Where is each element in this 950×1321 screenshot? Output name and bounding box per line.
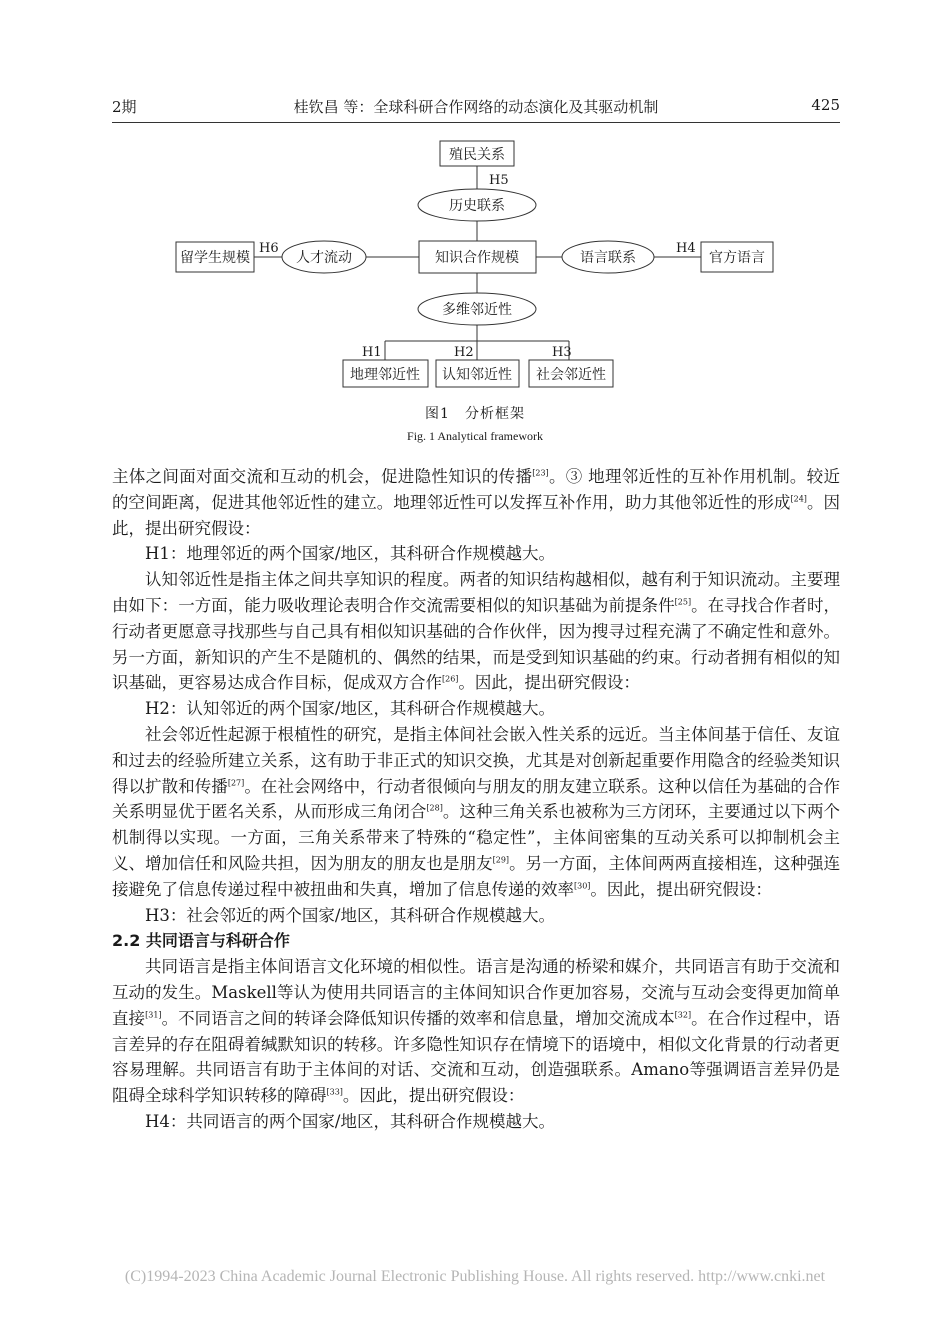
node-soc-proximity-label: 社会邻近性 [536,367,606,383]
section-heading: 2.2 共同语言与科研合作 [112,931,290,951]
node-study-abroad-label: 留学生规模 [180,250,250,266]
figure-caption-cn: 图1 分析框架 [425,406,525,422]
hypothesis-h4: H4：共同语言的两个国家/地区，其科研合作规模越大。 [145,1111,555,1131]
node-geo-proximity [343,360,428,387]
node-language-link-label: 语言联系 [580,250,636,266]
node-talent-flow-label: 人才流动 [296,250,352,266]
node-language-link [562,241,654,273]
hypothesis-h3: H3：社会邻近的两个国家/地区，其科研合作规模越大。 [145,905,555,925]
page-number: 425 [811,96,840,114]
paragraph-cognitive: 认知邻近性是指主体之间共享知识的程度。两者的知识结构越相似，越有利于知识流动。主要理由如下：一方面，能力吸收理论表明合作交流需要相似的知识基础为前提条件[25]。在寻找合作者时，行动者更愿意寻找那些与自己具有相似知识基础的合作伙伴，因为搜寻过程充满了不确定性和意外。另一方面，新知识的产生不是随机的、偶然的结果，而是受到知识基础的约束。行动者拥有相似的知识基础，更容易达成合作目标，促成双方合作[26]。因此，提出研究假设： [112,570,841,693]
label-h1: H1 [362,345,382,360]
node-multi-proximity-label: 多维邻近性 [442,302,512,318]
node-talent-flow [282,241,366,273]
citation-27: [27] [227,778,245,788]
citation-31: [31] [145,1010,162,1020]
citation-24: [24] [790,494,807,504]
node-history-label: 历史联系 [449,198,505,214]
figure-caption-en: Fig. 1 Analytical framework [407,429,543,443]
node-knowledge-scale [419,241,536,273]
citation-29: [29] [492,855,510,865]
body-text [112,464,840,1135]
hypothesis-h1: H1：地理邻近的两个国家/地区，其科研合作规模越大。 [145,544,555,564]
citation-30: [30] [574,881,591,891]
node-history [418,189,536,221]
label-h4: H4 [676,241,696,256]
framework-diagram [0,0,950,400]
paragraph-social: 社会邻近性起源于根植性的研究，是指主体间社会嵌入性关系的远近。当主体间基于信任、友谊和过去的经验所建立关系，这有助于非正式的知识交换，尤其是对创新起重要作用隐含的经验类知识得以扩散和传播[27]。在社会网络中，行动者很倾向与朋友的朋友建立联系。这种以信任为基础的合作关系明显优于匿名关系，从而形成三角闭合[28]。这种三角关系也被称为三方闭环，主要通过以下两个机制得以实现。一方面，三角关系带来了特殊的“稳定性”，主体间密集的互动关系可以抑制机会主义、增加信任和风险共担，因为朋友的朋友也是朋友[29]。另一方面，主体间两两直接相连，这种强连接避免了信息传递过程中被扭曲和失真，增加了信息传递的效率[30]。因此，提出研究假设： [112,724,841,899]
issue-label: 2期 [112,98,137,116]
node-multi-proximity [418,293,536,325]
paragraph-geo-mechanism: 主体之间面对面交流和互动的机会，促进隐性知识的传播[23]。③ 地理邻近性的互补作用机制。较近的空间距离，促进其他邻近性的建立。地理邻近性可以发挥互补作用，助力其他邻近性的形成[24]。因此，提出研究假设： [112,467,841,538]
label-h6: H6 [259,241,279,256]
node-official-language [701,242,773,272]
copyright-footer: (C)1994-2023 China Academic Journal Electronic Publishing House. All rights reserved. http://www.cnki.net [124,1268,826,1285]
node-cog-proximity-label: 认知邻近性 [442,367,512,383]
citation-28: [28] [426,803,443,813]
node-geo-proximity-label: 地理邻近性 [350,367,420,383]
node-cog-proximity [436,360,519,387]
node-colonial-label: 殖民关系 [449,147,505,163]
node-knowledge-scale-label: 知识合作规模 [435,250,519,266]
node-official-language-label: 官方语言 [709,250,765,266]
node-soc-proximity [529,360,613,387]
citation-32: [32] [674,1010,692,1020]
label-h5: H5 [489,173,509,188]
citation-23: [23] [532,468,549,478]
running-title: 桂钦昌 等：全球科研合作网络的动态演化及其驱动机制 [293,98,659,116]
citation-25: [25] [674,597,692,607]
citation-33: [33] [326,1087,343,1097]
node-colonial [440,141,514,166]
node-study-abroad [176,242,254,272]
paragraph-language: 共同语言是指主体间语言文化环境的相似性。语言是沟通的桥梁和媒介，共同语言有助于交流和互动的发生。Maskell等认为使用共同语言的主体间知识合作更加容易，交流与互动会变得更加简单直接[31]。不同语言之间的转译会降低知识传播的效率和信息量，增加交流成本[32]。在合作过程中，语言差异的存在阻碍着缄默知识的转移。许多隐性知识存在情境下的语境中，相似文化背景的行动者更容易理解。共同语言有助于主体间的对话、交流和互动，创造强联系。Amano等强调语言差异仍是阻碍全球科学知识转移的障碍[33]。因此，提出研究假设： [112,957,841,1106]
citation-26: [26] [442,674,459,684]
hypothesis-h2: H2：认知邻近的两个国家/地区，其科研合作规模越大。 [145,699,555,719]
label-h2: H2 [454,345,474,360]
label-h3: H3 [552,345,572,360]
